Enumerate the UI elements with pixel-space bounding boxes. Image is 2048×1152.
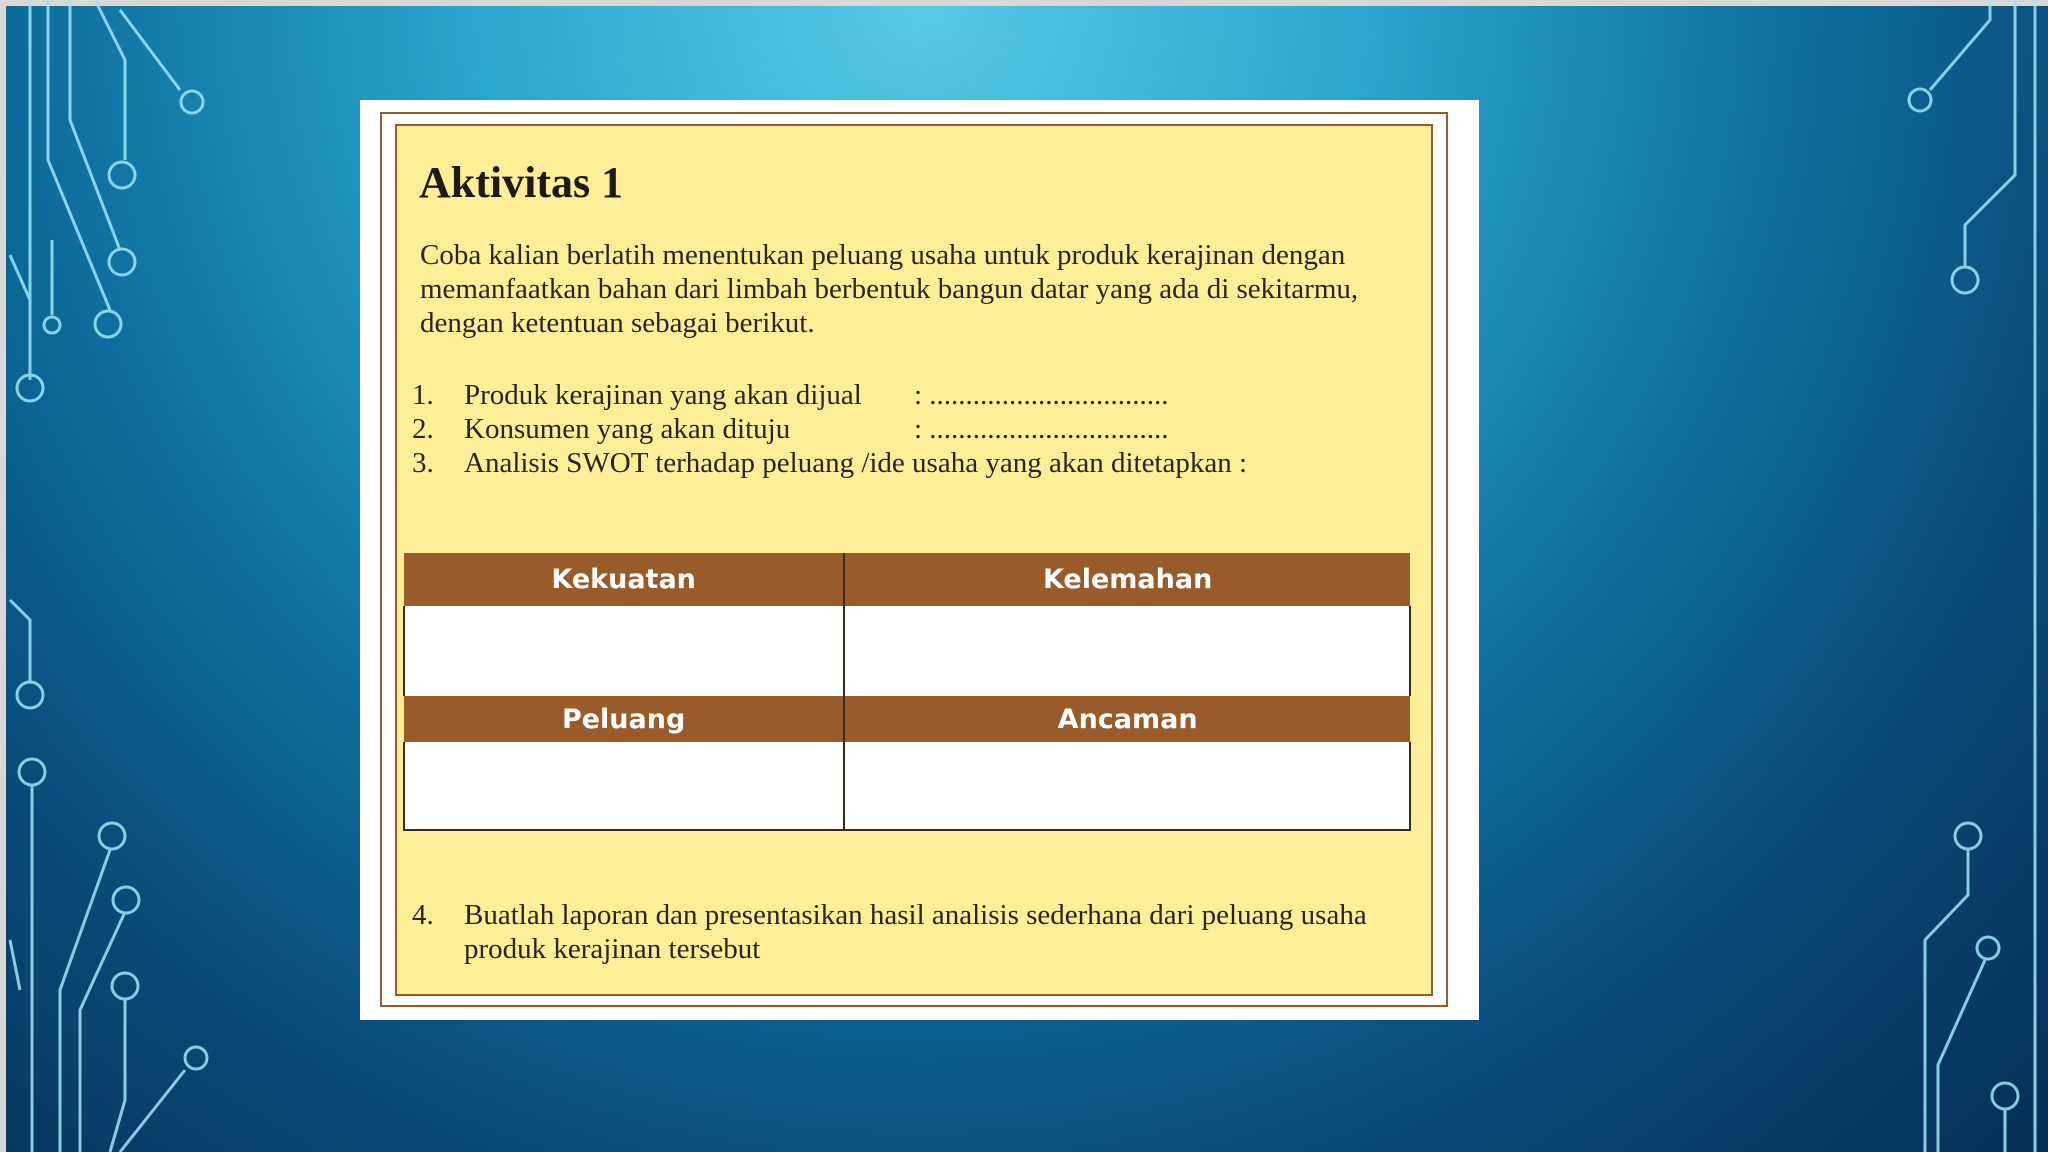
list-number: 1. (412, 379, 434, 411)
swot-table (403, 553, 1411, 831)
fill-in-blank: : ................................. (914, 379, 1169, 411)
list-number: 3. (412, 447, 434, 479)
list-label: Produk kerajinan yang akan dijual (464, 379, 862, 411)
window-left-edge (0, 0, 6, 1152)
list-label: Analisis SWOT terhadap peluang /ide usaha yang akan ditetapkan : (464, 447, 1248, 479)
swot-header-row-1 (404, 553, 1410, 606)
swot-strengths-cell (404, 606, 844, 696)
list-item-swot (412, 446, 1247, 480)
fill-in-blank: : ................................. (914, 413, 1169, 445)
list-label: Konsumen yang akan dituju (464, 413, 791, 445)
swot-threats-cell (844, 742, 1410, 830)
swot-header-row-2 (404, 696, 1410, 742)
list-number: 4. (412, 899, 434, 931)
swot-opportunities-cell (404, 742, 844, 830)
list-item-product (412, 378, 1169, 412)
list-label: Buatlah laporan dan presentasikan hasil analisis sederhana dari peluang usaha produk kerajinan tersebut (464, 899, 1367, 965)
swot-weaknesses-header: Kelemahan (844, 553, 1410, 606)
list-number: 2. (412, 413, 434, 445)
list-item-consumer (412, 412, 1169, 446)
swot-body-row-1 (404, 606, 1410, 696)
swot-opportunities-header: Peluang (404, 696, 844, 742)
activity-instructions: Coba kalian berlatih menentukan peluang usaha untuk produk kerajinan dengan memanfaatkan bahan dari limbah berbentuk bangun datar yang ada di sekitarmu, dengan ketentuan sebagai berikut. (420, 239, 1359, 339)
window-top-edge (0, 0, 2048, 6)
swot-threats-header: Ancaman (844, 696, 1410, 742)
activity-title: Aktivitas 1 (419, 158, 624, 207)
swot-strengths-header: Kekuatan (404, 553, 844, 606)
swot-weaknesses-cell (844, 606, 1410, 696)
list-item-report (412, 898, 1432, 966)
swot-body-row-2 (404, 742, 1410, 830)
